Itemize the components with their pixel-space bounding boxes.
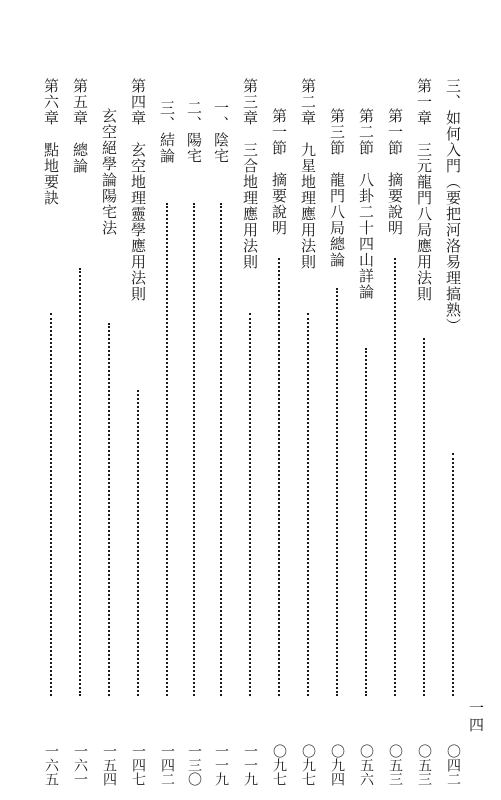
toc-entry <box>181 78 207 786</box>
toc-entry <box>266 78 292 786</box>
toc-leader-dots <box>423 338 425 696</box>
toc-entry-title: 第三章 三合地理應用法則 <box>241 78 259 270</box>
toc-entry-page: 一六一 <box>72 744 88 786</box>
toc-entry-page: 一四二 <box>159 744 175 786</box>
toc-leader-dots <box>394 258 396 696</box>
toc-entry <box>96 78 122 786</box>
toc-leader-dots <box>79 268 81 696</box>
toc-entry <box>208 78 234 786</box>
toc-entry-page: 〇四二 <box>445 744 461 786</box>
toc-leader-dots <box>336 288 338 696</box>
toc-entry <box>353 78 379 786</box>
toc-leader-dots <box>137 390 139 696</box>
toc-entry-title: 第一節 摘要說明 <box>386 108 404 236</box>
toc-entry <box>67 78 93 786</box>
toc-entry <box>324 78 350 786</box>
toc-entry-title: 第四章 玄空地理靈學應用法則 <box>129 78 147 302</box>
toc-leader-dots <box>452 453 454 696</box>
toc-entry-page: 〇五六 <box>358 744 374 786</box>
toc-entry-title: 一、陰宅 <box>212 100 230 164</box>
toc-entry <box>38 78 64 786</box>
toc-entry-page: 一一九 <box>242 744 258 786</box>
toc-leader-dots <box>220 203 222 696</box>
toc-entry-title: 第二章 九星地理應用法則 <box>299 78 317 270</box>
toc-entry-title: 三、結論 <box>158 100 176 164</box>
toc-leader-dots <box>166 203 168 696</box>
toc-entry-page: 〇九七 <box>300 744 316 786</box>
toc-entry-page: 一一九 <box>213 744 229 786</box>
toc-entry <box>440 78 466 786</box>
toc-leader-dots <box>108 323 110 696</box>
toc-entry <box>382 78 408 786</box>
toc-entry-title: 第一節 摘要說明 <box>270 108 288 236</box>
toc-entry-title: 二、陽宅 <box>185 100 203 164</box>
toc-entry-page: 〇五三 <box>416 744 432 786</box>
toc-entry <box>295 78 321 786</box>
toc-entry-title: 第三節 龍門八局總論 <box>328 108 346 268</box>
toc-entry-title: 三、如何入門（要把河洛易理搞熟） <box>444 78 462 334</box>
toc-leader-dots <box>278 258 280 696</box>
page-number: 一四 <box>467 700 485 734</box>
toc-entry-page: 〇五三 <box>387 744 403 786</box>
toc-entry-title: 第六章 點地要訣 <box>42 78 60 206</box>
toc-entry-page: 一六五 <box>43 744 59 786</box>
toc-leader-dots <box>249 313 251 696</box>
toc-entry-page: 〇九四 <box>329 744 345 786</box>
toc-entry-title: 第一章 三元龍門八局應用法則 <box>415 78 433 302</box>
toc-entry-title: 第五章 總論 <box>71 78 89 174</box>
toc-entry <box>237 78 263 786</box>
toc-leader-dots <box>365 348 367 696</box>
toc-entry-page: 一五四 <box>101 744 117 786</box>
toc-entry <box>125 78 151 786</box>
toc-entry-page: 一三〇 <box>186 744 202 786</box>
toc-entry-title: 第二節 八卦二十四山詳論 <box>357 108 375 300</box>
toc-entry-title: 玄空絕學論陽宅法 <box>100 108 118 236</box>
toc-entry-page: 〇九七 <box>271 744 287 786</box>
toc-entry <box>411 78 437 786</box>
toc-entry <box>154 78 180 786</box>
toc-leader-dots <box>193 203 195 696</box>
toc-leader-dots <box>307 313 309 696</box>
toc-leader-dots <box>50 313 52 696</box>
toc-entry-page: 一四七 <box>130 744 146 786</box>
